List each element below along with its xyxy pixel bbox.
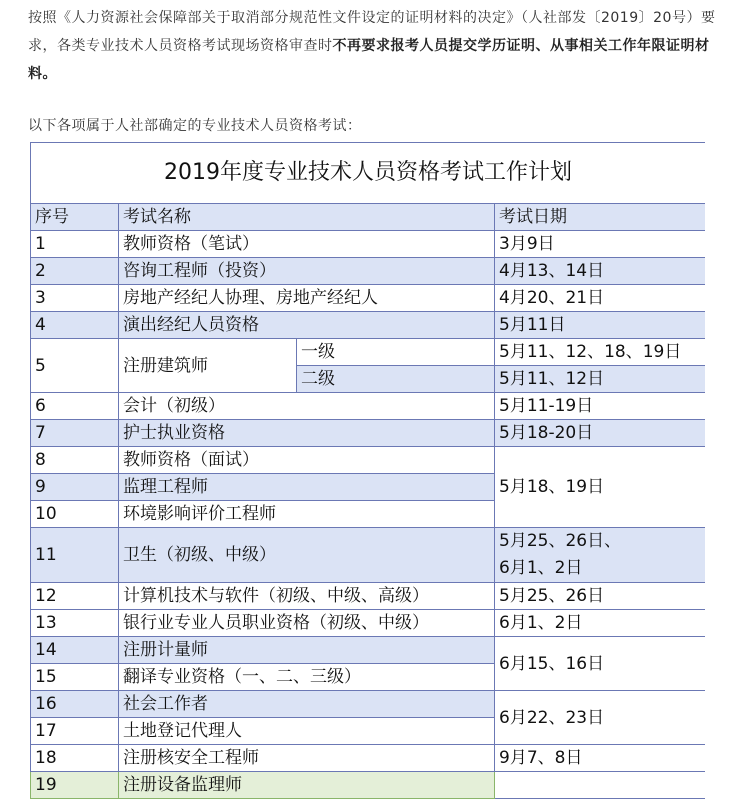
row-no: 6 — [31, 393, 119, 420]
row-name: 护士执业资格 — [119, 420, 495, 447]
row-no: 13 — [31, 610, 119, 637]
table-row — [31, 610, 706, 637]
row-date: 9月7、8日 — [495, 745, 706, 772]
subtitle: 以下各项属于人社部确定的专业技术人员资格考试： — [28, 118, 362, 134]
row-name: 银行业专业人员职业资格（初级、中级） — [119, 610, 495, 637]
table-row — [31, 312, 706, 339]
header-no: 序号 — [31, 204, 119, 231]
row-no: 1 — [31, 231, 119, 258]
row-name: 房地产经纪人协理、房地产经纪人 — [119, 285, 495, 312]
table-row — [31, 393, 706, 420]
row-name: 计算机技术与软件（初级、中级、高级） — [119, 583, 495, 610]
row-date-merged: 5月18、19日 — [495, 447, 706, 528]
row-name: 会计（初级） — [119, 393, 495, 420]
table-row — [31, 447, 706, 474]
exam-plan-table-wrapper — [30, 142, 705, 811]
row-date-line1: 5月25、26日、 — [499, 531, 622, 551]
row-name: 翻译专业资格（一、二、三级） — [119, 664, 495, 691]
row-no: 10 — [31, 501, 119, 528]
row-date: 5月11、12日 — [495, 366, 706, 393]
row-name: 土地登记代理人 — [119, 718, 495, 745]
row-name: 卫生（初级、中级） — [119, 528, 495, 583]
row-name: 咨询工程师（投资） — [119, 258, 495, 285]
row-no: 18 — [31, 745, 119, 772]
row-no: 4 — [31, 312, 119, 339]
row-name: 监理工程师 — [119, 474, 495, 501]
header-date: 考试日期 — [495, 204, 706, 231]
row-name: 环境影响评价工程师 — [119, 501, 495, 528]
row-date: 4月13、14日 — [495, 258, 706, 285]
row-no: 12 — [31, 583, 119, 610]
row-name: 注册核安全工程师 — [119, 745, 495, 772]
intro-paragraph — [28, 4, 718, 88]
row-no: 8 — [31, 447, 119, 474]
row-name: 社会工作者 — [119, 691, 495, 718]
row-no: 3 — [31, 285, 119, 312]
row-date: 5月25、26日 — [495, 583, 706, 610]
row-no: 15 — [31, 664, 119, 691]
row-date: 4月20、21日 — [495, 285, 706, 312]
row-sublevel: 一级 — [297, 339, 495, 366]
row-date-line2: 6月1、2日 — [499, 558, 583, 578]
row-no: 16 — [31, 691, 119, 718]
row-name: 注册设备监理师 — [119, 772, 495, 799]
table-row — [31, 420, 706, 447]
table-row — [31, 339, 706, 366]
table-title: 2019年度专业技术人员资格考试工作计划 — [31, 143, 706, 204]
row-date: 5月11、12、18、19日 — [495, 339, 706, 366]
row-no: 19 — [31, 772, 119, 799]
row-name: 注册计量师 — [119, 637, 495, 664]
row-date: 5月11日 — [495, 312, 706, 339]
intro-text: 按照《人力资源社会保障部关于取消部分规范性文件设定的证明材料的决定》（人社部发〔2019〕20号）要求，各类专业技术人员资格考试现场资格审查时 — [28, 10, 716, 54]
row-no: 9 — [31, 474, 119, 501]
table-row — [31, 285, 706, 312]
table-row — [31, 528, 706, 583]
row-no: 14 — [31, 637, 119, 664]
table-row — [31, 231, 706, 258]
table-row — [31, 637, 706, 664]
row-name: 演出经纪人员资格 — [119, 312, 495, 339]
row-date: 5月11-19日 — [495, 393, 706, 420]
intro-bold-text: 不再要求报考人员提交学历证明、从事相关工作年限证明材料。 — [28, 38, 710, 82]
table-header — [31, 204, 706, 231]
row-no: 2 — [31, 258, 119, 285]
row-name: 注册建筑师 — [119, 339, 297, 393]
row-date-merged: 6月22、23日 — [495, 691, 706, 745]
table-row — [31, 772, 706, 799]
row-date-empty — [495, 772, 706, 799]
row-no: 11 — [31, 528, 119, 583]
row-no: 5 — [31, 339, 119, 393]
row-date-merged: 6月15、16日 — [495, 637, 706, 691]
exam-plan-table — [30, 142, 705, 799]
table-row — [31, 258, 706, 285]
row-date: 3月9日 — [495, 231, 706, 258]
row-date: 6月1、2日 — [495, 610, 706, 637]
table-row — [31, 745, 706, 772]
row-no: 17 — [31, 718, 119, 745]
header-name: 考试名称 — [119, 204, 495, 231]
row-sublevel: 二级 — [297, 366, 495, 393]
row-no: 7 — [31, 420, 119, 447]
table-row — [31, 583, 706, 610]
row-name: 教师资格（笔试） — [119, 231, 495, 258]
row-name: 教师资格（面试） — [119, 447, 495, 474]
row-date: 5月18-20日 — [495, 420, 706, 447]
table-row — [31, 691, 706, 718]
row-date — [495, 528, 706, 583]
